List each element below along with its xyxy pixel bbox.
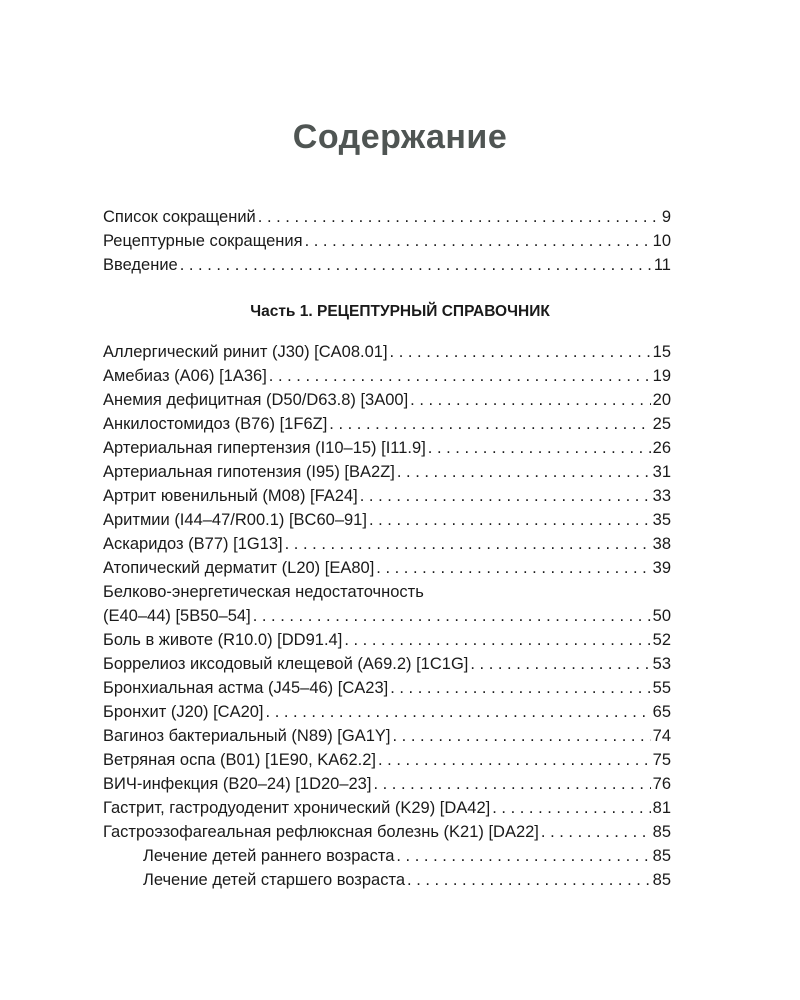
- toc-entry-page: 25: [652, 415, 671, 433]
- toc-entry-page: 53: [652, 655, 671, 673]
- toc-entry-label: Список сокращений: [103, 208, 256, 226]
- toc-leader-dots: [541, 820, 651, 844]
- toc-entry-label: Лечение детей старшего возраста: [143, 871, 406, 889]
- toc-entry-page: 85: [652, 847, 671, 865]
- toc-leader-dots: [428, 436, 651, 460]
- toc-entry[interactable]: [103, 748, 671, 772]
- toc-leader-dots: [378, 748, 651, 772]
- toc-entry[interactable]: [103, 253, 671, 277]
- toc-entry-first-line[interactable]: Белково-энергетическая недостаточность: [103, 583, 424, 601]
- toc-entry-page: 31: [652, 463, 671, 481]
- toc-entry-label: Анкилостомидоз (B76) [1F6Z]: [103, 415, 328, 433]
- toc-entry-label: Введение: [103, 256, 178, 274]
- toc-entry[interactable]: [103, 460, 671, 484]
- toc-entry[interactable]: [103, 436, 671, 460]
- toc-main-list: [103, 340, 671, 892]
- toc-leader-dots: [369, 508, 651, 532]
- toc-entry-label: Рецептурные сокращения: [103, 232, 303, 250]
- toc-leader-dots: [470, 652, 650, 676]
- toc-entry[interactable]: [103, 364, 671, 388]
- toc-entry-label: Гастрит, гастродуоденит хронический (K29) [DA42]: [103, 799, 491, 817]
- toc-entry-page: 74: [652, 727, 671, 745]
- toc-entry-page: 38: [652, 535, 671, 553]
- toc-entry-page: 55: [652, 679, 671, 697]
- toc-leader-dots: [410, 388, 650, 412]
- toc-leader-dots: [344, 628, 650, 652]
- toc-entry-page: 65: [652, 703, 671, 721]
- toc-entry-label: Бронхит (J20) [CA20]: [103, 703, 264, 721]
- toc-entry-label: Амебиаз (A06) [1A36]: [103, 367, 267, 385]
- toc-entry[interactable]: [103, 388, 671, 412]
- toc-leader-dots: [373, 772, 650, 796]
- toc-entry-page: 19: [652, 367, 671, 385]
- toc-entry[interactable]: [103, 508, 671, 532]
- toc-entry[interactable]: [103, 229, 671, 253]
- toc-entry-label: Аллергический ринит (J30) [CA08.01]: [103, 343, 388, 361]
- toc-leader-dots: [407, 868, 651, 892]
- toc-leader-dots: [305, 229, 651, 253]
- toc-leader-dots: [180, 253, 652, 277]
- toc-leader-dots: [392, 724, 650, 748]
- toc-entry-label: Аскаридоз (B77) [1G13]: [103, 535, 283, 553]
- toc-entry-page: 11: [653, 256, 671, 274]
- toc-entry-page: 85: [652, 823, 671, 841]
- toc-entry[interactable]: [103, 205, 671, 229]
- toc-leader-dots: [390, 676, 650, 700]
- toc-entry[interactable]: [103, 676, 671, 700]
- toc-entry-page: 81: [652, 799, 671, 817]
- toc-entry-page: 20: [652, 391, 671, 409]
- toc-entry[interactable]: [103, 532, 671, 556]
- toc-sub-entry[interactable]: [103, 844, 671, 868]
- toc-entry-label: Аритмии (I44–47/R00.1) [BC60–91]: [103, 511, 367, 529]
- toc-entry[interactable]: [103, 628, 671, 652]
- toc-entry-page: 15: [652, 343, 671, 361]
- toc-entry-page: 10: [652, 232, 671, 250]
- toc-leader-dots: [396, 844, 650, 868]
- toc-leader-dots: [266, 700, 651, 724]
- toc-entry-label: Артериальная гипотензия (I95) [BA2Z]: [103, 463, 395, 481]
- toc-entry-label: Артрит ювенильный (M08) [FA24]: [103, 487, 358, 505]
- toc-entry[interactable]: [103, 556, 671, 580]
- toc-entry-page: 39: [652, 559, 671, 577]
- toc-leader-dots: [329, 412, 650, 436]
- toc-entry[interactable]: [103, 772, 671, 796]
- toc-leader-dots: [360, 484, 651, 508]
- toc-leader-dots: [269, 364, 651, 388]
- toc-leader-dots: [397, 460, 651, 484]
- toc-entry[interactable]: [103, 796, 671, 820]
- toc-entry-label: Атопический дерматит (L20) [EA80]: [103, 559, 375, 577]
- section-heading: Часть 1. РЕЦЕПТУРНЫЙ СПРАВОЧНИК: [250, 303, 550, 320]
- toc-entry-page: 9: [661, 208, 671, 226]
- toc-sub-entry[interactable]: [103, 868, 671, 892]
- toc-leader-dots: [258, 205, 660, 229]
- toc-leader-dots: [376, 556, 650, 580]
- toc-entry-page: 52: [652, 631, 671, 649]
- toc-entry-label: Боль в животе (R10.0) [DD91.4]: [103, 631, 343, 649]
- toc-entry[interactable]: [103, 724, 671, 748]
- toc-entry-label: Анемия дефицитная (D50/D63.8) [3A00]: [103, 391, 409, 409]
- toc-entry-label: Лечение детей раннего возраста: [143, 847, 395, 865]
- toc-intro-list: [103, 205, 671, 277]
- toc-leader-dots: [285, 532, 651, 556]
- toc-entry-page: 35: [652, 511, 671, 529]
- toc-entry-label: Бронхиальная астма (J45–46) [CA23]: [103, 679, 389, 697]
- toc-entry-label: Гастроэзофагеальная рефлюксная болезнь (K21) [DA22]: [103, 823, 539, 841]
- toc-entry-label: Артериальная гипертензия (I10–15) [I11.9]: [103, 439, 426, 457]
- toc-entry-page: 76: [652, 775, 671, 793]
- toc-leader-dots: [492, 796, 650, 820]
- toc-entry[interactable]: [103, 340, 671, 364]
- toc-entry[interactable]: [103, 412, 671, 436]
- toc-entry-label: Вагиноз бактериальный (N89) [GA1Y]: [103, 727, 391, 745]
- toc-entry-page: 85: [652, 871, 671, 889]
- toc-entry-page: 75: [652, 751, 671, 769]
- toc-entry-label: Боррелиоз иксодовый клещевой (A69.2) [1C1G]: [103, 655, 469, 673]
- toc-entry-page: 33: [652, 487, 671, 505]
- toc-entry[interactable]: [103, 484, 671, 508]
- toc-entry-label: (E40–44) [5B50–54]: [103, 607, 251, 625]
- toc-entry[interactable]: [103, 700, 671, 724]
- toc-entry-label: ВИЧ-инфекция (B20–24) [1D20–23]: [103, 775, 372, 793]
- toc-entry[interactable]: [103, 820, 671, 844]
- page-title: Содержание: [292, 118, 508, 156]
- toc-entry-label: Ветряная оспа (B01) [1E90, KA62.2]: [103, 751, 376, 769]
- toc-entry[interactable]: [103, 652, 671, 676]
- toc-entry-page: 26: [652, 439, 671, 457]
- toc-entry-page: 50: [652, 607, 671, 625]
- toc-leader-dots: [253, 604, 651, 628]
- toc-entry[interactable]: [103, 604, 671, 628]
- toc-leader-dots: [390, 340, 651, 364]
